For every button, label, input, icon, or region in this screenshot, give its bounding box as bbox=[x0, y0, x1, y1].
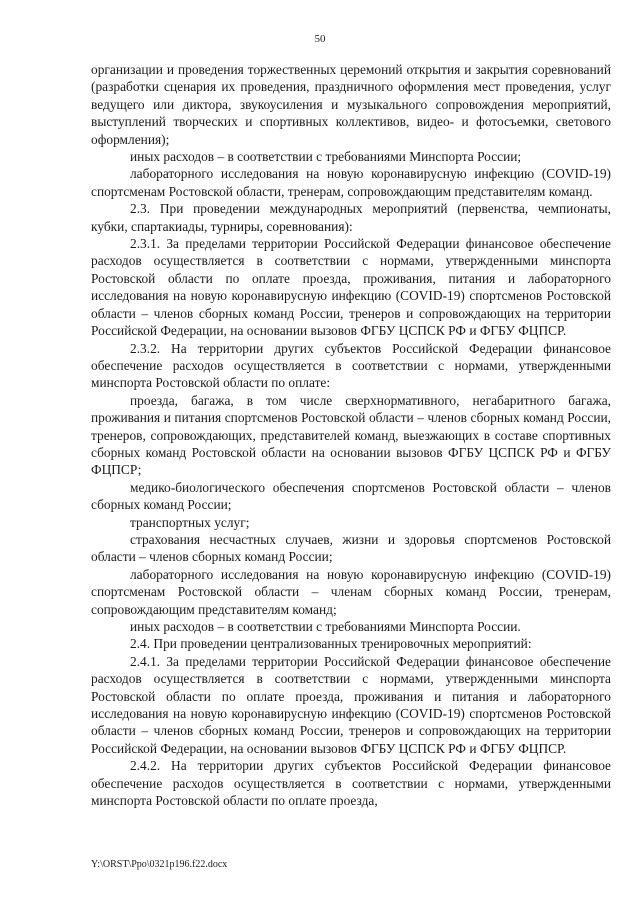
paragraph: проезда, багажа, в том числе сверхнормативного, негабаритного багажа, проживания и питания спортсменов Ростовской области – членов сборных команд России, тренеров, сопровождающих, представителей команд, выезжающих в составе спортивных сборных команд Ростовской области на основании вызовов ФГБУ ЦСПСК РФ и ФГБУ ФЦПСР; bbox=[91, 392, 611, 478]
paragraph: иных расходов – в соответствии с требованиями Минспорта России; bbox=[130, 149, 522, 165]
paragraph: страхования несчастных случаев, жизни и здоровья спортсменов Ростовской области – членов сборных команд России; bbox=[91, 531, 611, 565]
paragraph: 2.4.2. На территории других субъектов Российской Федерации финансовое обеспечение расходов осуществляется в соответствии с нормами, утвержденными минспорта Ростовской области по оплате проезда, bbox=[91, 758, 611, 809]
paragraph: 2.3.1. За пределами территории Российской Федерации финансовое обеспечение расходов осуществляется в соответствии с нормами, утвержденными минспорта Ростовской области по оплате проезда, проживания, питания и лабораторного исследования на новую коронавирусную инфекцию (COVID-19) спортсменов Ростовской области – членов сборных команд России, тренеров и сопровождающих на территории Российской Федерации, на основании вызовов ФГБУ ЦСПСК РФ и ФГБУ ФЦПСР. bbox=[91, 236, 611, 339]
footer-file-path: Y:\ORST\Ppo\0321p196.f22.docx bbox=[91, 859, 228, 870]
paragraph: транспортных услуг; bbox=[130, 514, 250, 530]
page-number: 50 bbox=[314, 33, 326, 45]
paragraph: организации и проведения торжественных церемоний открытия и закрытия соревнований (разработки сценария их проведения, праздничного оформления мест проведения, услуг ведущего или диктора, звукоусиления и музыкального сопровождения мероприятий, выступлений творческих и спортивных коллективов, видео- и фотосъемки, светового оформления); bbox=[91, 62, 611, 147]
paragraph: 2.4. При проведении централизованных тренировочных мероприятий: bbox=[130, 636, 532, 652]
document-body bbox=[91, 61, 611, 809]
paragraph: 2.4.1. За пределами территории Российской Федерации финансовое обеспечение расходов осуществляется в соответствии с нормами, утвержденными минспорта Ростовской области по оплате проезда, проживания и питания и лабораторного исследования на новую коронавирусную инфекцию (COVID-19) спортсменов Ростовской области – членов сборных команд России, тренеров и сопровождающих на территории Российской Федерации, на основании вызовов ФГБУ ЦСПСК РФ и ФГБУ ФЦПСР. bbox=[91, 653, 611, 756]
paragraph: лабораторного исследования на новую коронавирусную инфекцию (COVID-19) спортсменам Ростовской области – членам сборных команд России, тренерам, сопровождающим представителям команд; bbox=[91, 566, 611, 617]
paragraph: медико-биологического обеспечения спортсменов Ростовской области – членов сборных команд России; bbox=[91, 479, 611, 513]
paragraph: 2.3. При проведении международных мероприятий (первенства, чемпионаты, кубки, спартакиады, турниры, соревнования): bbox=[91, 201, 611, 234]
paragraph: 2.3.2. На территории других субъектов Российской Федерации финансовое обеспечение расходов осуществляется в соответствии с нормами, утвержденными минспорта Ростовской области по оплате: bbox=[91, 340, 611, 391]
paragraph: иных расходов – в соответствии с требованиями Минспорта России. bbox=[130, 619, 521, 634]
paragraph: лабораторного исследования на новую коронавирусную инфекцию (COVID-19) спортсменам Ростовской области, тренерам, сопровождающим представителям команд. bbox=[91, 166, 611, 199]
